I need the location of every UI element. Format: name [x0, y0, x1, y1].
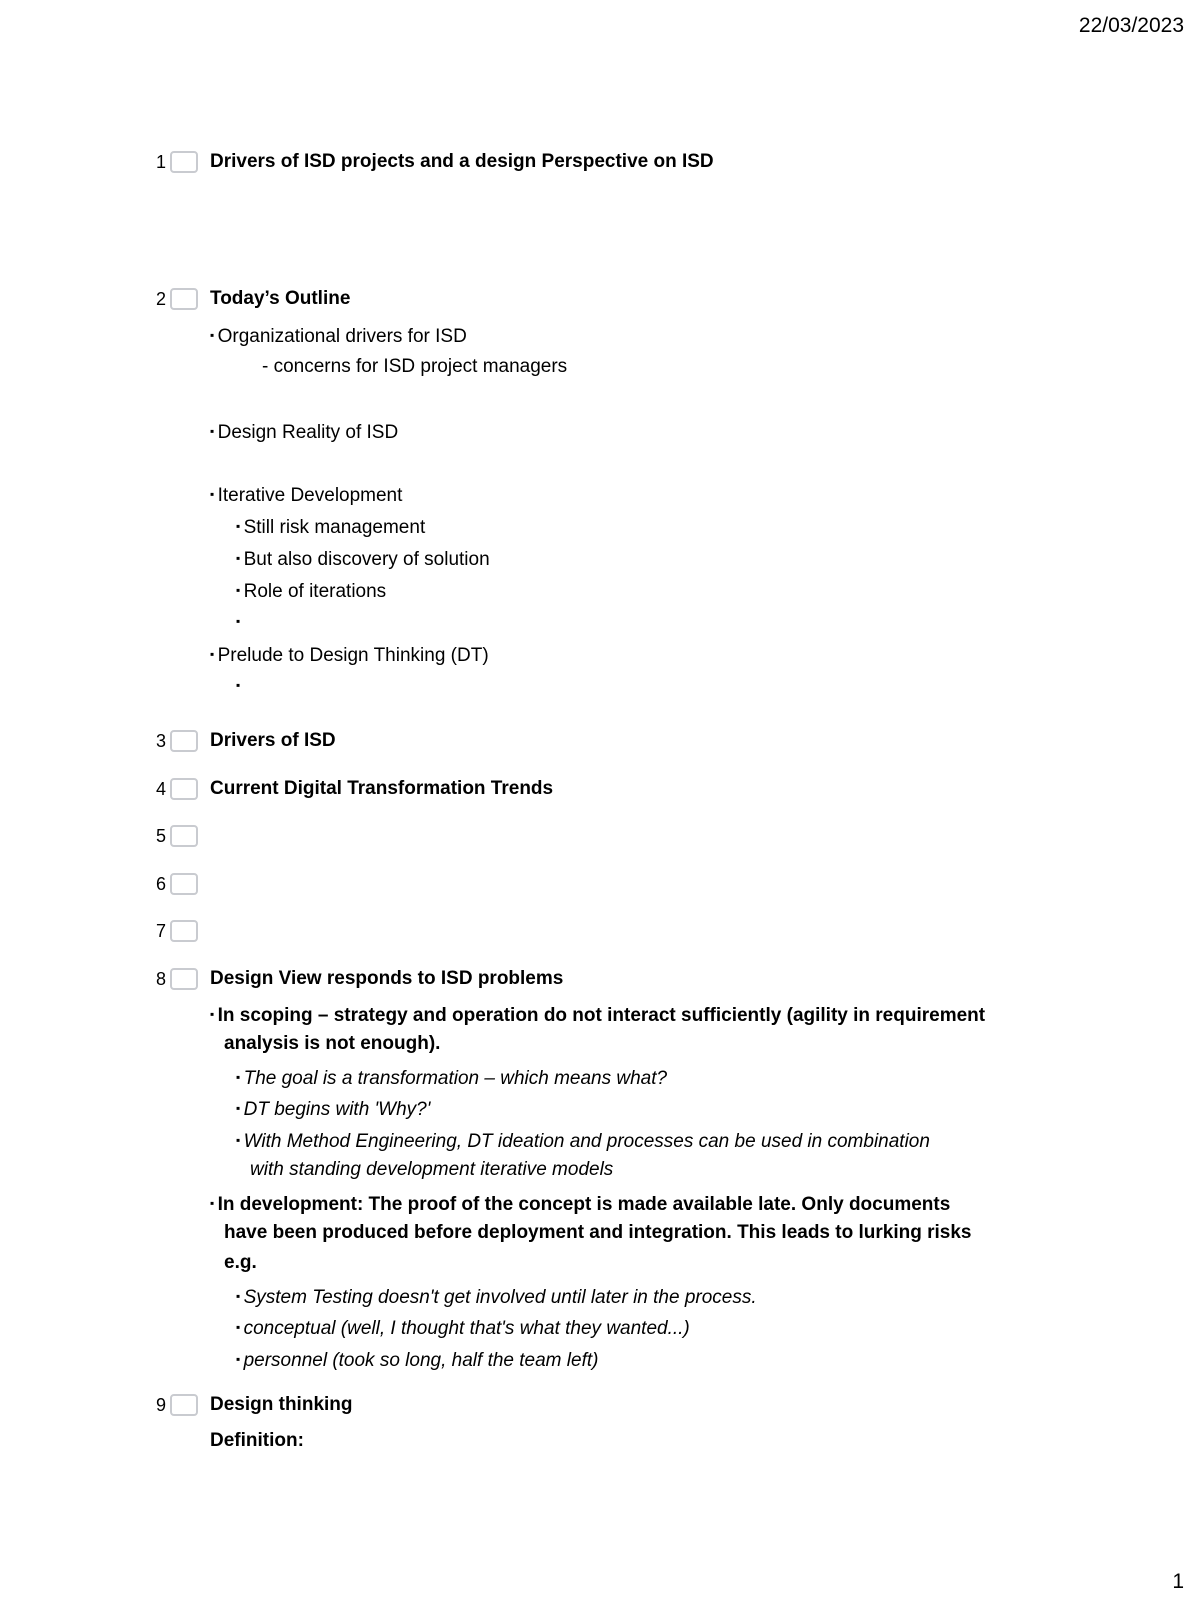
slide-thumbnail[interactable] [170, 920, 198, 942]
slide-title: Current Digital Transformation Trends [210, 778, 554, 799]
note-bullet: ▪ In scoping – strategy and operation do not interact sufficiently (agility in requirement [210, 1002, 985, 1028]
outline-bullet: ▪ Design Reality of ISD [210, 419, 398, 445]
slide-thumbnail[interactable] [170, 151, 198, 173]
slide-thumbnail[interactable] [170, 288, 198, 310]
slide-title: Design View responds to ISD problems [210, 968, 564, 989]
slide-title: Drivers of ISD [210, 730, 336, 751]
slide-number: 3 [155, 731, 166, 751]
slide-number: 1 [155, 152, 166, 172]
page-number: 1 [1172, 1570, 1184, 1593]
slide-thumbnail[interactable] [170, 825, 198, 847]
outline-bullet: ▪ Iterative Development [210, 482, 402, 508]
outline-subbullet: ▪ Role of iterations [236, 578, 386, 604]
slide-title: Drivers of ISD projects and a design Perspective on ISD [210, 151, 714, 172]
slide-number: 9 [155, 1395, 166, 1415]
slide-number: 8 [155, 969, 166, 989]
slide-title: Today’s Outline [210, 288, 351, 309]
slide-thumbnail[interactable] [170, 968, 198, 990]
slide-thumbnail[interactable] [170, 730, 198, 752]
outline-bullet: ▪ Organizational drivers for ISD [210, 323, 467, 349]
note-continuation: have been produced before deployment and integration. This leads to lurking risks [224, 1222, 972, 1243]
note-subbullet: ▪ With Method Engineering, DT ideation and processes can be used in combination [236, 1128, 930, 1154]
outline-subbullet: ▪ But also discovery of solution [236, 546, 490, 572]
outline-subbullet-empty [236, 609, 240, 635]
note-subbullet: ▪ System Testing doesn't get involved until later in the process. [236, 1284, 757, 1310]
document-date: 22/03/2023 [1078, 14, 1184, 37]
outline-bullet: ▪ Prelude to Design Thinking (DT) [210, 642, 489, 668]
note-bullet: ▪ In development: The proof of the concept is made available late. Only documents [210, 1191, 950, 1217]
note-definition-label: Definition: [210, 1430, 304, 1451]
outline-subpoint: - concerns for ISD project managers [262, 356, 568, 377]
slide-number: 7 [155, 921, 166, 941]
outline-subbullet-empty [236, 673, 240, 699]
note-subbullet: ▪ personnel (took so long, half the team left) [236, 1347, 598, 1373]
slide-thumbnail[interactable] [170, 1394, 198, 1416]
slide-thumbnail[interactable] [170, 873, 198, 895]
slide-number: 6 [155, 874, 166, 894]
slide-number: 4 [155, 779, 166, 799]
note-continuation: with standing development iterative models [250, 1159, 614, 1180]
note-continuation: e.g. [224, 1252, 257, 1273]
slide-thumbnail[interactable] [170, 778, 198, 800]
note-subbullet: ▪ DT begins with 'Why?' [236, 1096, 430, 1122]
note-continuation: analysis is not enough). [224, 1033, 441, 1054]
slide-number: 2 [155, 289, 166, 309]
slide-number: 5 [155, 826, 166, 846]
outline-subbullet: ▪ Still risk management [236, 514, 425, 540]
note-subbullet: ▪ conceptual (well, I thought that's what they wanted...) [236, 1315, 690, 1341]
note-subbullet: ▪ The goal is a transformation – which means what? [236, 1065, 667, 1091]
slide-title: Design thinking [210, 1394, 353, 1415]
